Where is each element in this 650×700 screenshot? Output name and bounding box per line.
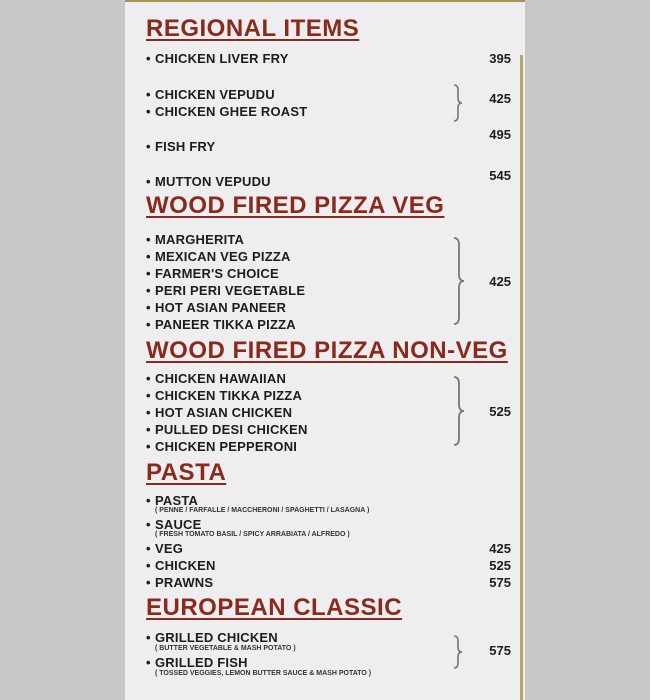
item-description: ( FRESH TOMATO BASIL / SPICY ARRABIATA / ALFREDO ) — [155, 531, 350, 538]
section-title-pasta: PASTA — [146, 459, 227, 486]
item-price: 525 — [489, 404, 511, 419]
brace-icon — [452, 376, 466, 446]
item-description: ( BUTTER VEGETABLE & MASH POTATO ) — [155, 645, 296, 652]
menu-item: • CHICKEN PEPPERONI — [146, 439, 298, 454]
section-title-pizza-nonveg: WOOD FIRED PIZZA NON-VEG — [146, 337, 508, 364]
menu-item: • CHICKEN HAWAIIAN — [146, 371, 287, 386]
menu-item: • CHICKEN TIKKA PIZZA — [146, 388, 303, 403]
menu-item: • PULLED DESI CHICKEN — [146, 422, 308, 437]
item-price: 395 — [489, 51, 511, 66]
menu-item: • GRILLED FISH — [146, 655, 248, 670]
menu-item: • SAUCE — [146, 517, 202, 532]
menu-item: • CHICKEN VEPUDU — [146, 87, 275, 102]
menu-item: • VEG — [146, 541, 184, 556]
menu-item: • PERI PERI VEGETABLE — [146, 283, 306, 298]
brace-icon — [452, 237, 466, 325]
item-price: 575 — [489, 575, 511, 590]
item-price: 575 — [489, 643, 511, 658]
menu-item: • MUTTON VEPUDU — [146, 174, 271, 189]
item-price: 425 — [489, 274, 511, 289]
section-title-regional: REGIONAL ITEMS — [146, 15, 360, 42]
item-price: 545 — [489, 168, 511, 183]
menu-item: • HOT ASIAN PANEER — [146, 300, 287, 315]
section-title-european: EUROPEAN CLASSIC — [146, 594, 403, 621]
section-title-pizza-veg: WOOD FIRED PIZZA VEG — [146, 192, 445, 219]
item-description: ( TOSSED VEGGIES, LEMON BUTTER SAUCE & MASH POTATO ) — [155, 670, 372, 677]
menu-item: • CHICKEN GHEE ROAST — [146, 104, 308, 119]
menu-item: • PANEER TIKKA PIZZA — [146, 317, 296, 332]
gold-border-line — [520, 55, 523, 700]
menu-item: • PASTA — [146, 493, 199, 508]
item-price: 425 — [489, 91, 511, 106]
brace-icon — [452, 635, 464, 669]
menu-item: • MARGHERITA — [146, 232, 245, 247]
menu-item: • CHICKEN LIVER FRY — [146, 51, 289, 66]
menu-item: • GRILLED CHICKEN — [146, 630, 278, 645]
menu-item: • PRAWNS — [146, 575, 214, 590]
menu-item: • HOT ASIAN CHICKEN — [146, 405, 293, 420]
item-price: 425 — [489, 541, 511, 556]
menu-item: • CHICKEN — [146, 558, 216, 573]
item-price: 525 — [489, 558, 511, 573]
item-description: ( PENNE / FARFALLE / MACCHERONI / SPAGHETTI / LASAGNA ) — [155, 507, 370, 514]
brace-icon — [452, 84, 464, 122]
menu-item: • FARMER'S CHOICE — [146, 266, 279, 281]
menu-item: • MEXICAN VEG PIZZA — [146, 249, 291, 264]
menu-item: • FISH FRY — [146, 139, 216, 154]
item-price: 495 — [489, 127, 511, 142]
